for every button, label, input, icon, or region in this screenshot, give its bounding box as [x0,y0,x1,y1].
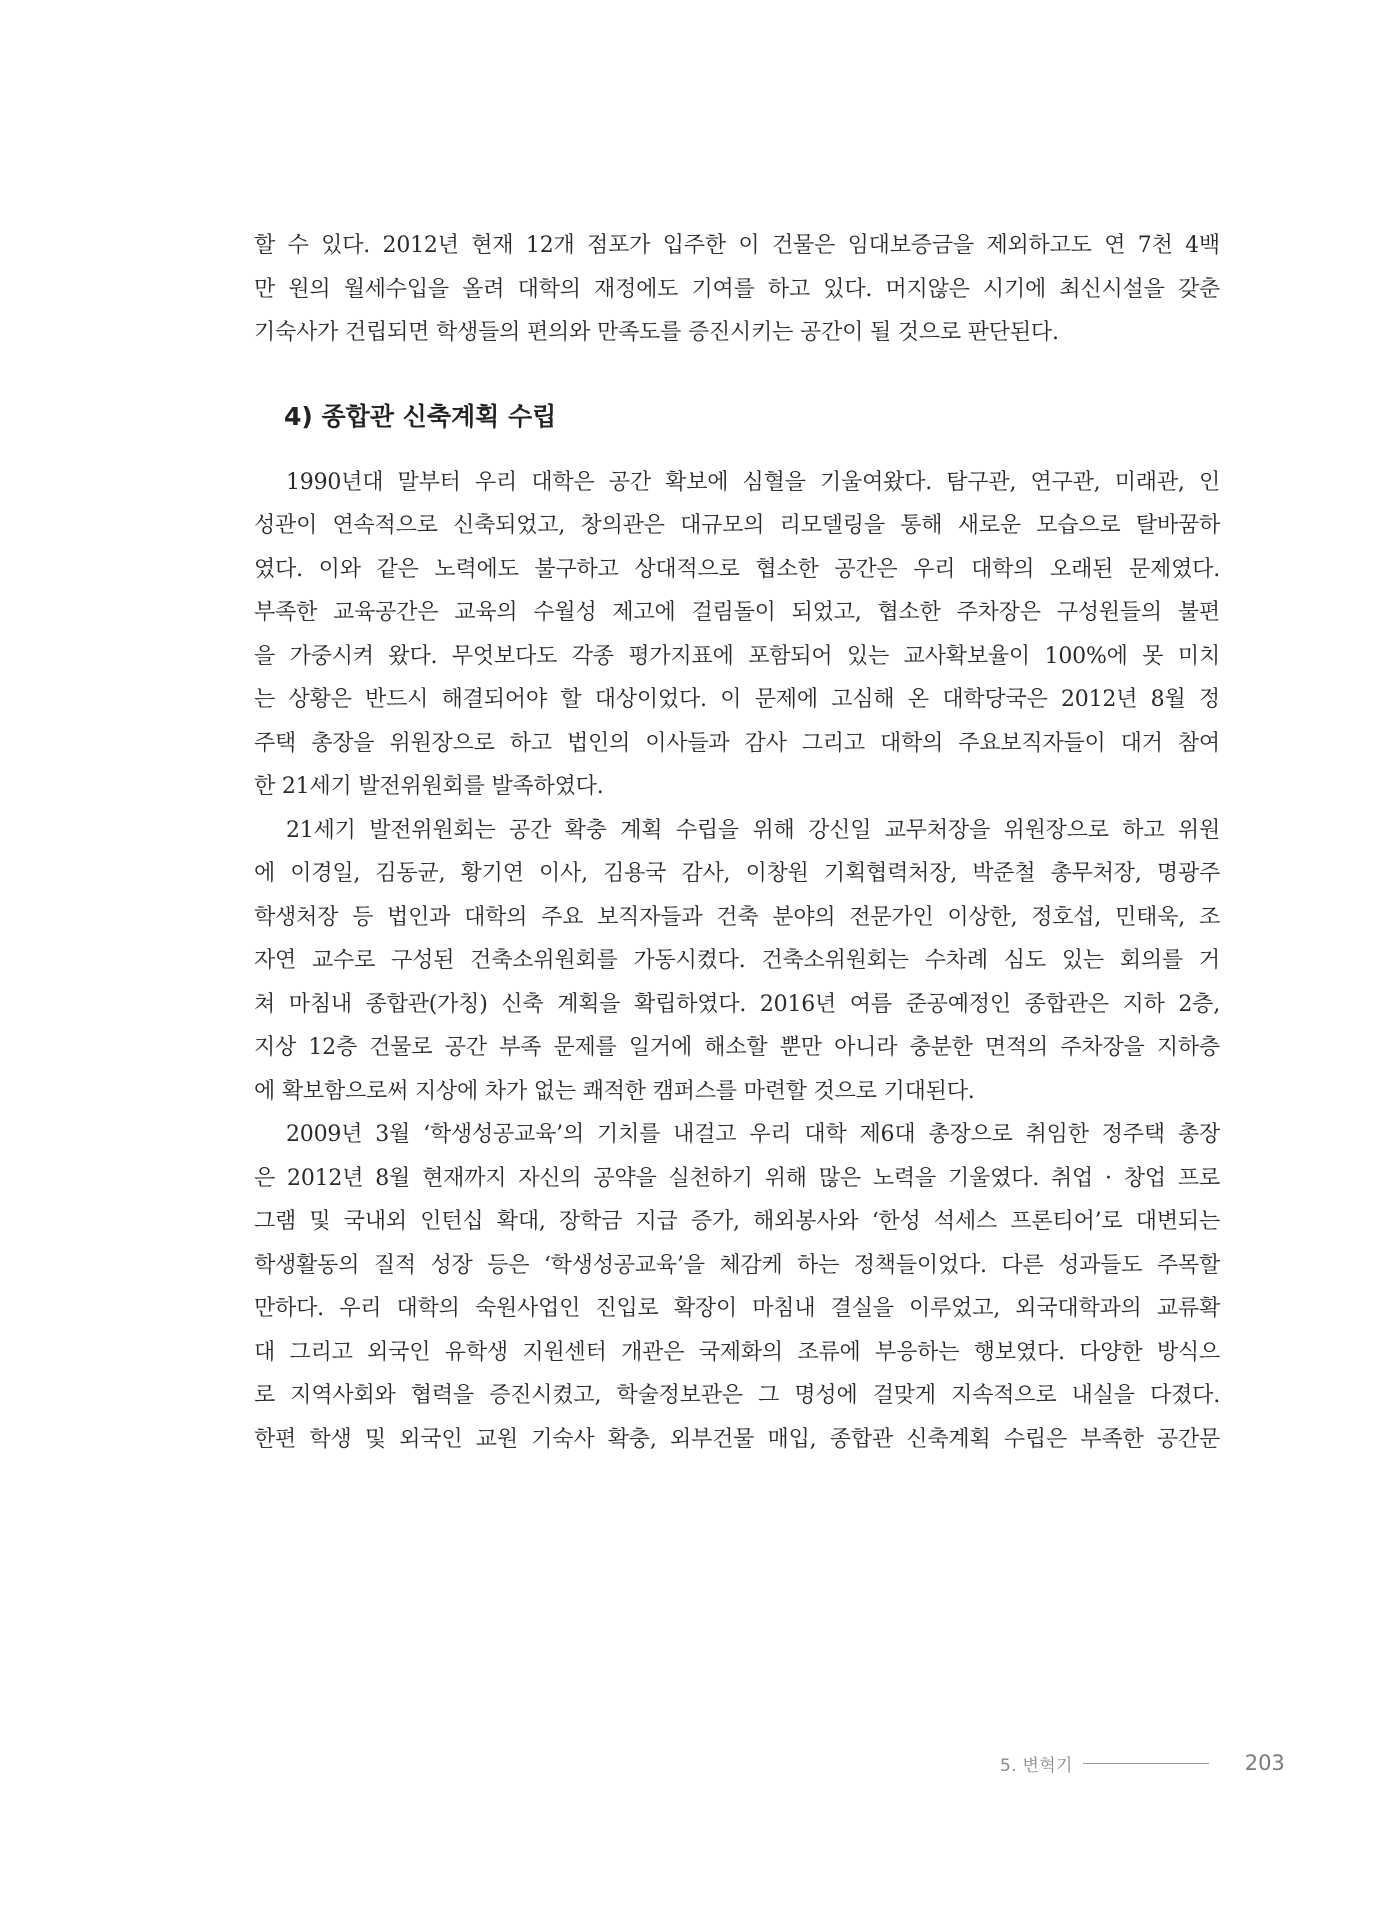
text-line: 자연 교수로 구성된 건축소위원회를 가동시켰다. 건축소위원회는 수차례 심도 있는 회의를 거 [254,948,1220,973]
page-footer [1000,1748,1300,1778]
text-line: 에 확보함으로써 지상에 차가 없는 쾌적한 캠퍼스를 마련할 것으로 기대된다. [254,1078,975,1104]
paragraph-2 [254,809,1220,1114]
text-line: 였다. 이와 같은 노력에도 불구하고 상대적으로 협소한 공간은 우리 대학의 오래된 문제였다. [254,556,1220,582]
text-line: 만 원의 월세수입을 올려 대학의 재정에도 기여를 하고 있다. 머지않은 시기에 최신시설을 갖춘 [254,276,1220,302]
text-line: 1990년대 말부터 우리 대학은 공간 확보에 심혈을 기울여왔다. 탐구관, 연구관, 미래관, 인 [286,469,1220,495]
text-line: 성관이 연속적으로 신축되었고, 창의관은 대규모의 리모델링을 통해 새로운 모습으로 탈바꿈하 [254,513,1220,538]
text-line: 한편 학생 및 외국인 교원 기숙사 확충, 외부건물 매입, 종합관 신축계획 수립은 부족한 공간문 [254,1426,1220,1452]
text-line: 학생활동의 질적 성장 등은 ‘학생성공교육’을 체감케 하는 정책들이었다. 다른 성과들도 주목할 [254,1252,1220,1278]
text-line: 만하다. 우리 대학의 숙원사업인 진입로 확장이 마침내 결실을 이루었고, 외국대학과의 교류확 [254,1296,1220,1321]
paragraph-3 [254,1113,1220,1461]
text-line: 기숙사가 건립되면 학생들의 편의와 만족도를 증진시키는 공간이 될 것으로 판단된다. [254,320,1059,345]
text-line: 부족한 교육공간은 교육의 수월성 제고에 걸림돌이 되었고, 협소한 주차장은 구성원들의 불편 [254,600,1220,625]
text-line: 는 상황은 반드시 해결되어야 할 대상이었다. 이 문제에 고심해 온 대학당국은 2012년 8월 정 [254,687,1220,712]
text-line: 은 2012년 8월 현재까지 자신의 공약을 실천하기 위해 많은 노력을 기울였다. 취업 · 창업 프로 [254,1165,1220,1191]
heading-spacer [254,437,1220,461]
text-line: 학생처장 등 법인과 대학의 주요 보직자들과 건축 분야의 전문가인 이상한, 정호섭, 민태욱, 조 [254,904,1220,930]
chapter-title: 5. 변혁기 [1000,1755,1073,1776]
text-line: 쳐 마침내 종합관(가칭) 신축 계획을 확립하였다. 2016년 여름 준공예정인 종합관은 지하 2층, [254,991,1220,1017]
text-line: 그램 및 국내외 인턴십 확대, 장학금 지급 증가, 해외봉사와 ‘한성 석세스 프론티어’로 대변되는 [254,1209,1220,1234]
text-line: 주택 총장을 위원장으로 하고 법인의 이사들과 감사 그리고 대학의 주요보직자들이 대거 참여 [254,730,1220,756]
text-line: 지상 12층 건물로 공간 부족 문제를 일거에 해소할 뿐만 아니라 충분한 면적의 주차장을 지하층 [254,1035,1220,1060]
text-line: 을 가중시켜 왔다. 무엇보다도 각종 평가지표에 포함되어 있는 교사확보율이 100%에 못 미치 [254,643,1220,669]
text-line: 21세기 발전위원회는 공간 확충 계획 수립을 위해 강신일 교무처장을 위원장으로 하고 위원 [286,817,1220,843]
text-line: 할 수 있다. 2012년 현재 12개 점포가 입주한 이 건물은 임대보증금을 제외하고도 연 7천 4백 [254,233,1220,258]
text-line: 한 21세기 발전위원회를 발족하였다. [254,774,604,799]
footer-rule [1083,1763,1209,1764]
page-number: 203 [1244,1751,1285,1775]
page-body [254,224,1220,1461]
text-line: 에 이경일, 김동균, 황기연 이사, 김용국 감사, 이창원 기획협력처장, 박준철 총무처장, 명광주 [254,861,1220,886]
text-line: 대 그리고 외국인 유학생 지원센터 개관은 국제화의 조류에 부응하는 행보였다. 다양한 방식으 [254,1339,1220,1365]
paragraph-1 [254,461,1220,809]
text-line: 로 지역사회와 협력을 증진시켰고, 학술정보관은 그 명성에 걸맞게 지속적으로 내실을 다졌다. [254,1383,1220,1408]
text-line: 2009년 3월 ‘학생성공교육’의 기치를 내걸고 우리 대학 제6대 총장으로 취임한 정주택 총장 [286,1122,1220,1147]
section-heading: 4) 종합관 신축계획 수립 [284,401,557,431]
intro-paragraph [254,224,1220,355]
